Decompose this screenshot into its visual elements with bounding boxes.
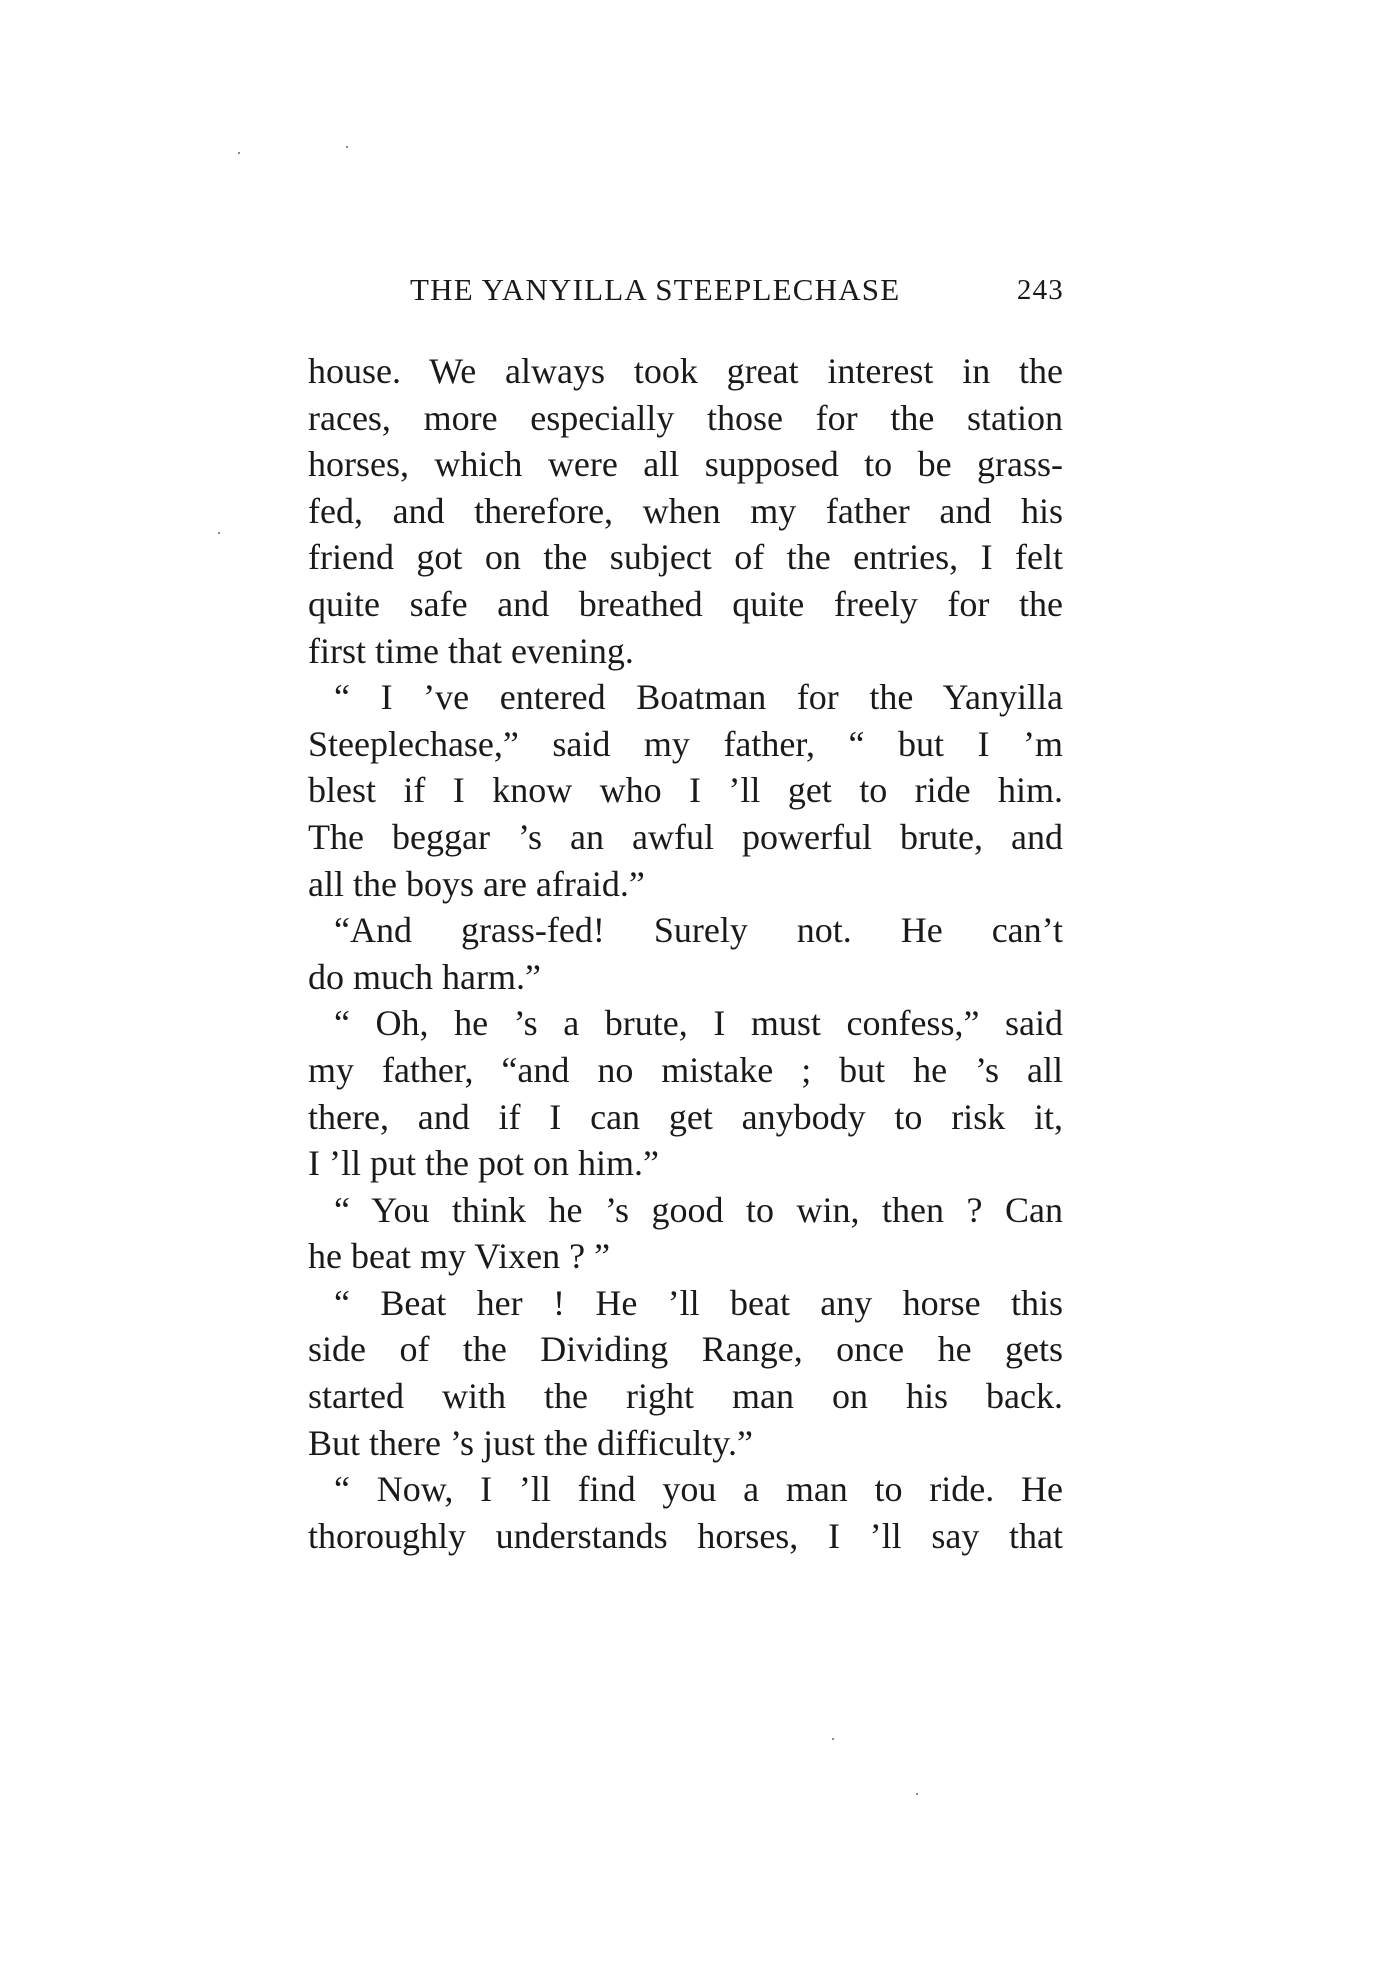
scan-speck (218, 532, 220, 534)
text-line: side of the Dividing Range, once he gets (308, 1329, 1063, 1370)
text-line: “ Oh, he ’s a brute, I must confess,” said (334, 1003, 1063, 1044)
text-line: there, and if I can get anybody to risk it, (308, 1096, 1063, 1137)
text-line: all the boys are afraid.” (308, 863, 645, 904)
text-line: races, more especially those for the station (308, 397, 1063, 438)
text-line: But there ’s just the difficulty.” (308, 1422, 753, 1463)
text-line: quite safe and breathed quite freely for the (308, 583, 1063, 624)
text-line: “ Now, I ’ll find you a man to ride. He (334, 1469, 1063, 1510)
text-line: first time that evening. (308, 630, 634, 671)
page-number: 243 (1016, 274, 1064, 306)
text-line: Steeplechase,” said my father, “ but I ’m (308, 723, 1063, 764)
text-line: do much harm.” (308, 956, 541, 997)
text-line: “ I ’ve entered Boatman for the Yanyilla (334, 677, 1063, 718)
text-line: “ You think he ’s good to win, then ? Can (334, 1189, 1063, 1230)
text-line: “And grass-fed! Surely not. He can’t (334, 910, 1063, 951)
text-line: blest if I know who I ’ll get to ride him. (308, 770, 1063, 811)
text-line: horses, which were all supposed to be grass- (308, 444, 1063, 485)
text-line: started with the right man on his back. (308, 1376, 1063, 1417)
body-text (308, 348, 1063, 1559)
text-line: friend got on the subject of the entries, I felt (308, 537, 1063, 578)
running-head (410, 272, 1070, 316)
scan-speck (832, 1738, 834, 1740)
text-line: my father, “and no mistake ; but he ’s all (308, 1049, 1063, 1090)
scan-speck (916, 1793, 918, 1795)
text-line: fed, and therefore, when my father and his (308, 490, 1063, 531)
scan-speck (238, 152, 240, 154)
text-line: The beggar ’s an awful powerful brute, and (308, 816, 1063, 857)
text-line: “ Beat her ! He ’ll beat any horse this (334, 1282, 1063, 1323)
running-head-title: THE YANYILLA STEEPLECHASE (410, 272, 901, 307)
text-line: I ’ll put the pot on him.” (308, 1143, 659, 1184)
text-line: he beat my Vixen ? ” (308, 1236, 611, 1277)
text-line: house. We always took great interest in the (308, 351, 1063, 391)
scan-speck (346, 146, 348, 148)
text-line: thoroughly understands horses, I ’ll say that (308, 1515, 1063, 1556)
